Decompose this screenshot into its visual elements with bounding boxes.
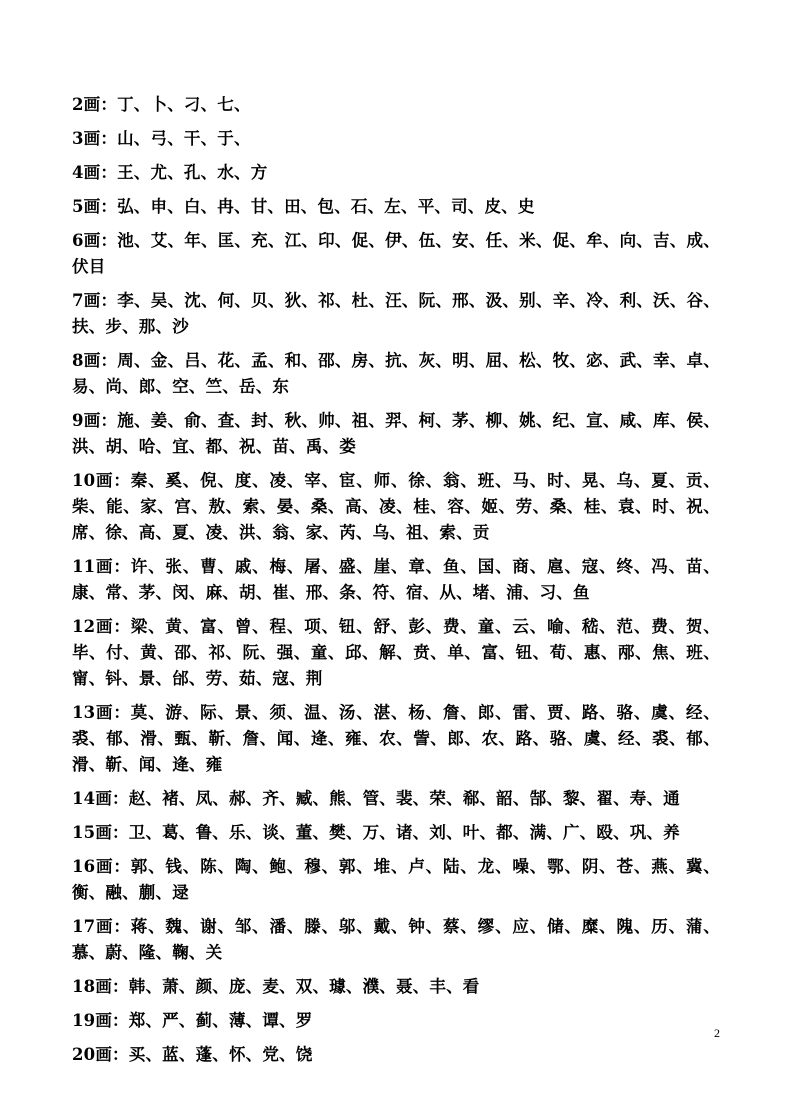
character-list: 蒋、魏、谢、邹、潘、滕、邬、戴、钟、蔡、缪、应、储、糜、隗、历、蒲、慕、蔚、隆、鞠、关 [72,917,720,962]
stroke-count-label: 14画： [72,789,129,808]
character-list: 许、张、曹、戚、梅、屠、盛、崖、章、鱼、国、商、扈、寇、终、冯、苗、康、常、茅、闵、麻、胡、崔、邢、条、符、宿、从、堵、浦、习、鱼 [72,557,720,602]
stroke-count-label: 16画： [72,857,131,876]
character-list: 韩、萧、颜、庞、麦、双、璩、濮、聂、丰、看 [128,977,480,996]
page-number: 2 [714,1026,720,1040]
stroke-count-label: 10画： [72,471,131,490]
stroke-count-label: 2画： [72,95,118,114]
stroke-count-label: 18画： [72,977,129,996]
character-list: 赵、褚、凤、郝、齐、臧、熊、管、裴、荣、郗、韶、郜、黎、翟、寿、通 [128,789,680,808]
character-list: 梁、黄、富、曾、程、项、钮、舒、彭、费、童、云、喻、嵇、范、费、贺、毕、付、黄、邵、祁、阮、强、童、邱、解、贲、单、富、钮、荀、惠、邴、焦、班、甯、钭、景、邰、劳、茹、寇、荆 [72,617,720,688]
stroke-count-label: 13画： [72,703,131,722]
character-list: 周、金、吕、花、孟、和、邵、房、抗、灰、明、屈、松、牧、宓、武、幸、卓、易、尚、郎、空、竺、岳、东 [72,351,720,396]
character-list: 池、艾、年、匡、充、江、印、促、伊、伍、安、任、米、促、牟、向、吉、成、伏目 [72,231,720,276]
stroke-count-label: 5画： [72,197,118,216]
character-list: 李、吴、沈、何、贝、狄、祁、杜、汪、阮、邢、汲、别、辛、冷、利、沃、谷、扶、步、那、沙 [72,291,720,336]
stroke-count-label: 15画： [72,823,129,842]
stroke-count-label: 7画： [72,291,118,310]
character-list: 郑、严、蓟、薄、谭、罗 [128,1011,313,1030]
stroke-entry-18 [72,974,720,1000]
character-list: 卫、葛、鲁、乐、谈、董、樊、万、诸、刘、叶、都、满、广、殴、巩、养 [128,823,680,842]
character-list: 丁、卜、刁、七、 [117,95,251,114]
character-list: 买、蓝、蓬、怀、党、饶 [128,1045,313,1064]
stroke-entry-4 [72,160,720,186]
stroke-entry-11 [72,554,720,606]
stroke-entry-6 [72,228,720,280]
stroke-count-label: 12画： [72,617,131,636]
character-list: 王、尤、孔、水、方 [117,163,268,182]
stroke-count-label: 17画： [72,917,131,936]
stroke-count-label: 4画： [72,163,118,182]
stroke-entry-10 [72,468,720,546]
character-list: 山、弓、干、于、 [117,129,251,148]
stroke-count-label: 8画： [72,351,118,370]
stroke-count-label: 19画： [72,1011,129,1030]
character-list: 秦、奚、倪、度、凌、宰、宦、师、徐、翁、班、马、时、晃、乌、夏、贡、柴、能、家、宫、敖、索、晏、桑、高、凌、桂、容、姬、劳、桑、桂、袁、时、祝、席、徐、高、夏、凌、洪、翁、家、芮、乌、祖、索、贡 [72,471,720,542]
character-list: 弘、申、白、冉、甘、田、包、石、左、平、司、皮、史 [117,197,535,216]
character-list: 莫、游、际、景、须、温、汤、湛、杨、詹、郎、雷、贾、路、骆、虞、经、裘、郁、滑、甄、靳、詹、闻、逄、雍、农、訾、郎、农、路、骆、虞、经、裘、郁、滑、靳、闻、逄、雍 [72,703,720,774]
stroke-count-label: 3画： [72,129,118,148]
stroke-entry-5 [72,194,720,220]
character-list: 郭、钱、陈、陶、鲍、穆、郭、堆、卢、陆、龙、噪、鄂、阴、苍、燕、冀、衡、融、蒯、逯 [72,857,720,902]
stroke-entry-16 [72,854,720,906]
stroke-entry-19 [72,1008,720,1034]
document-body [72,92,720,1076]
character-list: 施、姜、俞、查、封、秋、帅、祖、羿、柯、茅、柳、姚、纪、宣、咸、库、侯、洪、胡、哈、宜、都、祝、苗、禹、娄 [72,411,720,456]
stroke-count-label: 9画： [72,411,118,430]
stroke-entry-20 [72,1042,720,1068]
stroke-entry-8 [72,348,720,400]
stroke-entry-9 [72,408,720,460]
stroke-entry-3 [72,126,720,152]
stroke-entry-13 [72,700,720,778]
stroke-count-label: 6画： [72,231,118,250]
stroke-entry-15 [72,820,720,846]
stroke-entry-17 [72,914,720,966]
stroke-entry-14 [72,786,720,812]
stroke-entry-2 [72,92,720,118]
stroke-entry-7 [72,288,720,340]
stroke-count-label: 20画： [72,1045,129,1064]
stroke-count-label: 11画： [72,557,131,576]
stroke-entry-12 [72,614,720,692]
